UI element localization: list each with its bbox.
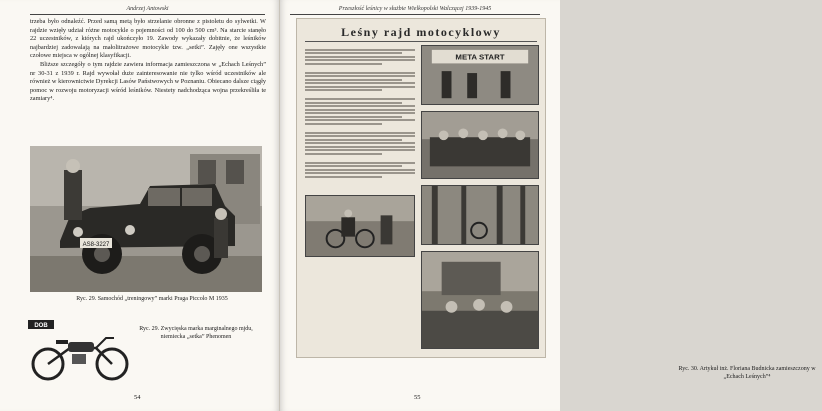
motorcycle-caption: Ryc. 29. Zwycięska marka marginalnego mjdu, niemiecka „setka” Phenomen — [139, 326, 253, 340]
running-head-right: Przeszłość leśnicy w służbie Wielkopolski Walczącej 1939-1945 — [290, 6, 540, 15]
left-page — [0, 0, 280, 411]
body-text — [30, 18, 266, 104]
running-head-left: Andrzej Antowski — [30, 6, 265, 15]
article-photo-group — [421, 111, 539, 179]
article-title: Leśny rajd motocyklowy — [341, 25, 501, 39]
newspaper-article — [296, 18, 546, 358]
paragraph-2: Bliższe szczegóły o tym rajdzie zawiera informacja zamieszczona w „Echach Leśnych” nr 30-31 z 1939 r. Rajd wywołał duże zainteresowanie nie tylko wśród uczestników ale również w kierownictwie Dyrekcji Lasów Państwowych w Poznaniu. Obiecano dalsze ciągły pomoc w rozwoju motoryzacji wśród leśników. Niestety nadchodząca wojna przekreśliła te zamiary⁴. — [30, 60, 266, 103]
moto-logo: DOB — [34, 323, 48, 329]
article-photo-forest — [421, 185, 539, 245]
article-caption: Ryc. 30. Artykuł inż. Floriana Budnicka zamieszczony w „Echach Leśnych”⁴ — [678, 366, 816, 380]
article-photo-crowd — [421, 251, 539, 349]
article-rule — [305, 41, 537, 42]
start-banner: META START — [455, 52, 505, 62]
article-photo-riders — [305, 195, 415, 257]
paragraph-1: trzeba było odnaleźć. Przed samą metą było strzelanie obronne z pistoletu do sylwetki. W rajdzie wzięły udział różne motocykle o pojemności od 100 do 500 cm³. Na starcie stanęło 22 uczestników, z których rajd ukończyło 19. Zawody wykazały dobitnie, że leśników najbardziej zadowalają na małolitrażowe motocykle tzw. „setki”. Zajęły one wszystkie czołowe miejsca w ogólnej klasyfikacji. — [30, 18, 266, 60]
license-plate: AS8-3227 — [82, 242, 110, 248]
motorcycle-illustration — [26, 318, 136, 384]
car-photo — [30, 146, 262, 292]
page-number-left: 54 — [134, 394, 141, 401]
car-caption: Ryc. 29. Samochód „treningowy” marki Praga Piccolo M 1935 — [76, 296, 228, 302]
page-number-right: 55 — [414, 394, 421, 401]
article-photo-start — [421, 45, 539, 105]
right-page — [280, 0, 816, 411]
